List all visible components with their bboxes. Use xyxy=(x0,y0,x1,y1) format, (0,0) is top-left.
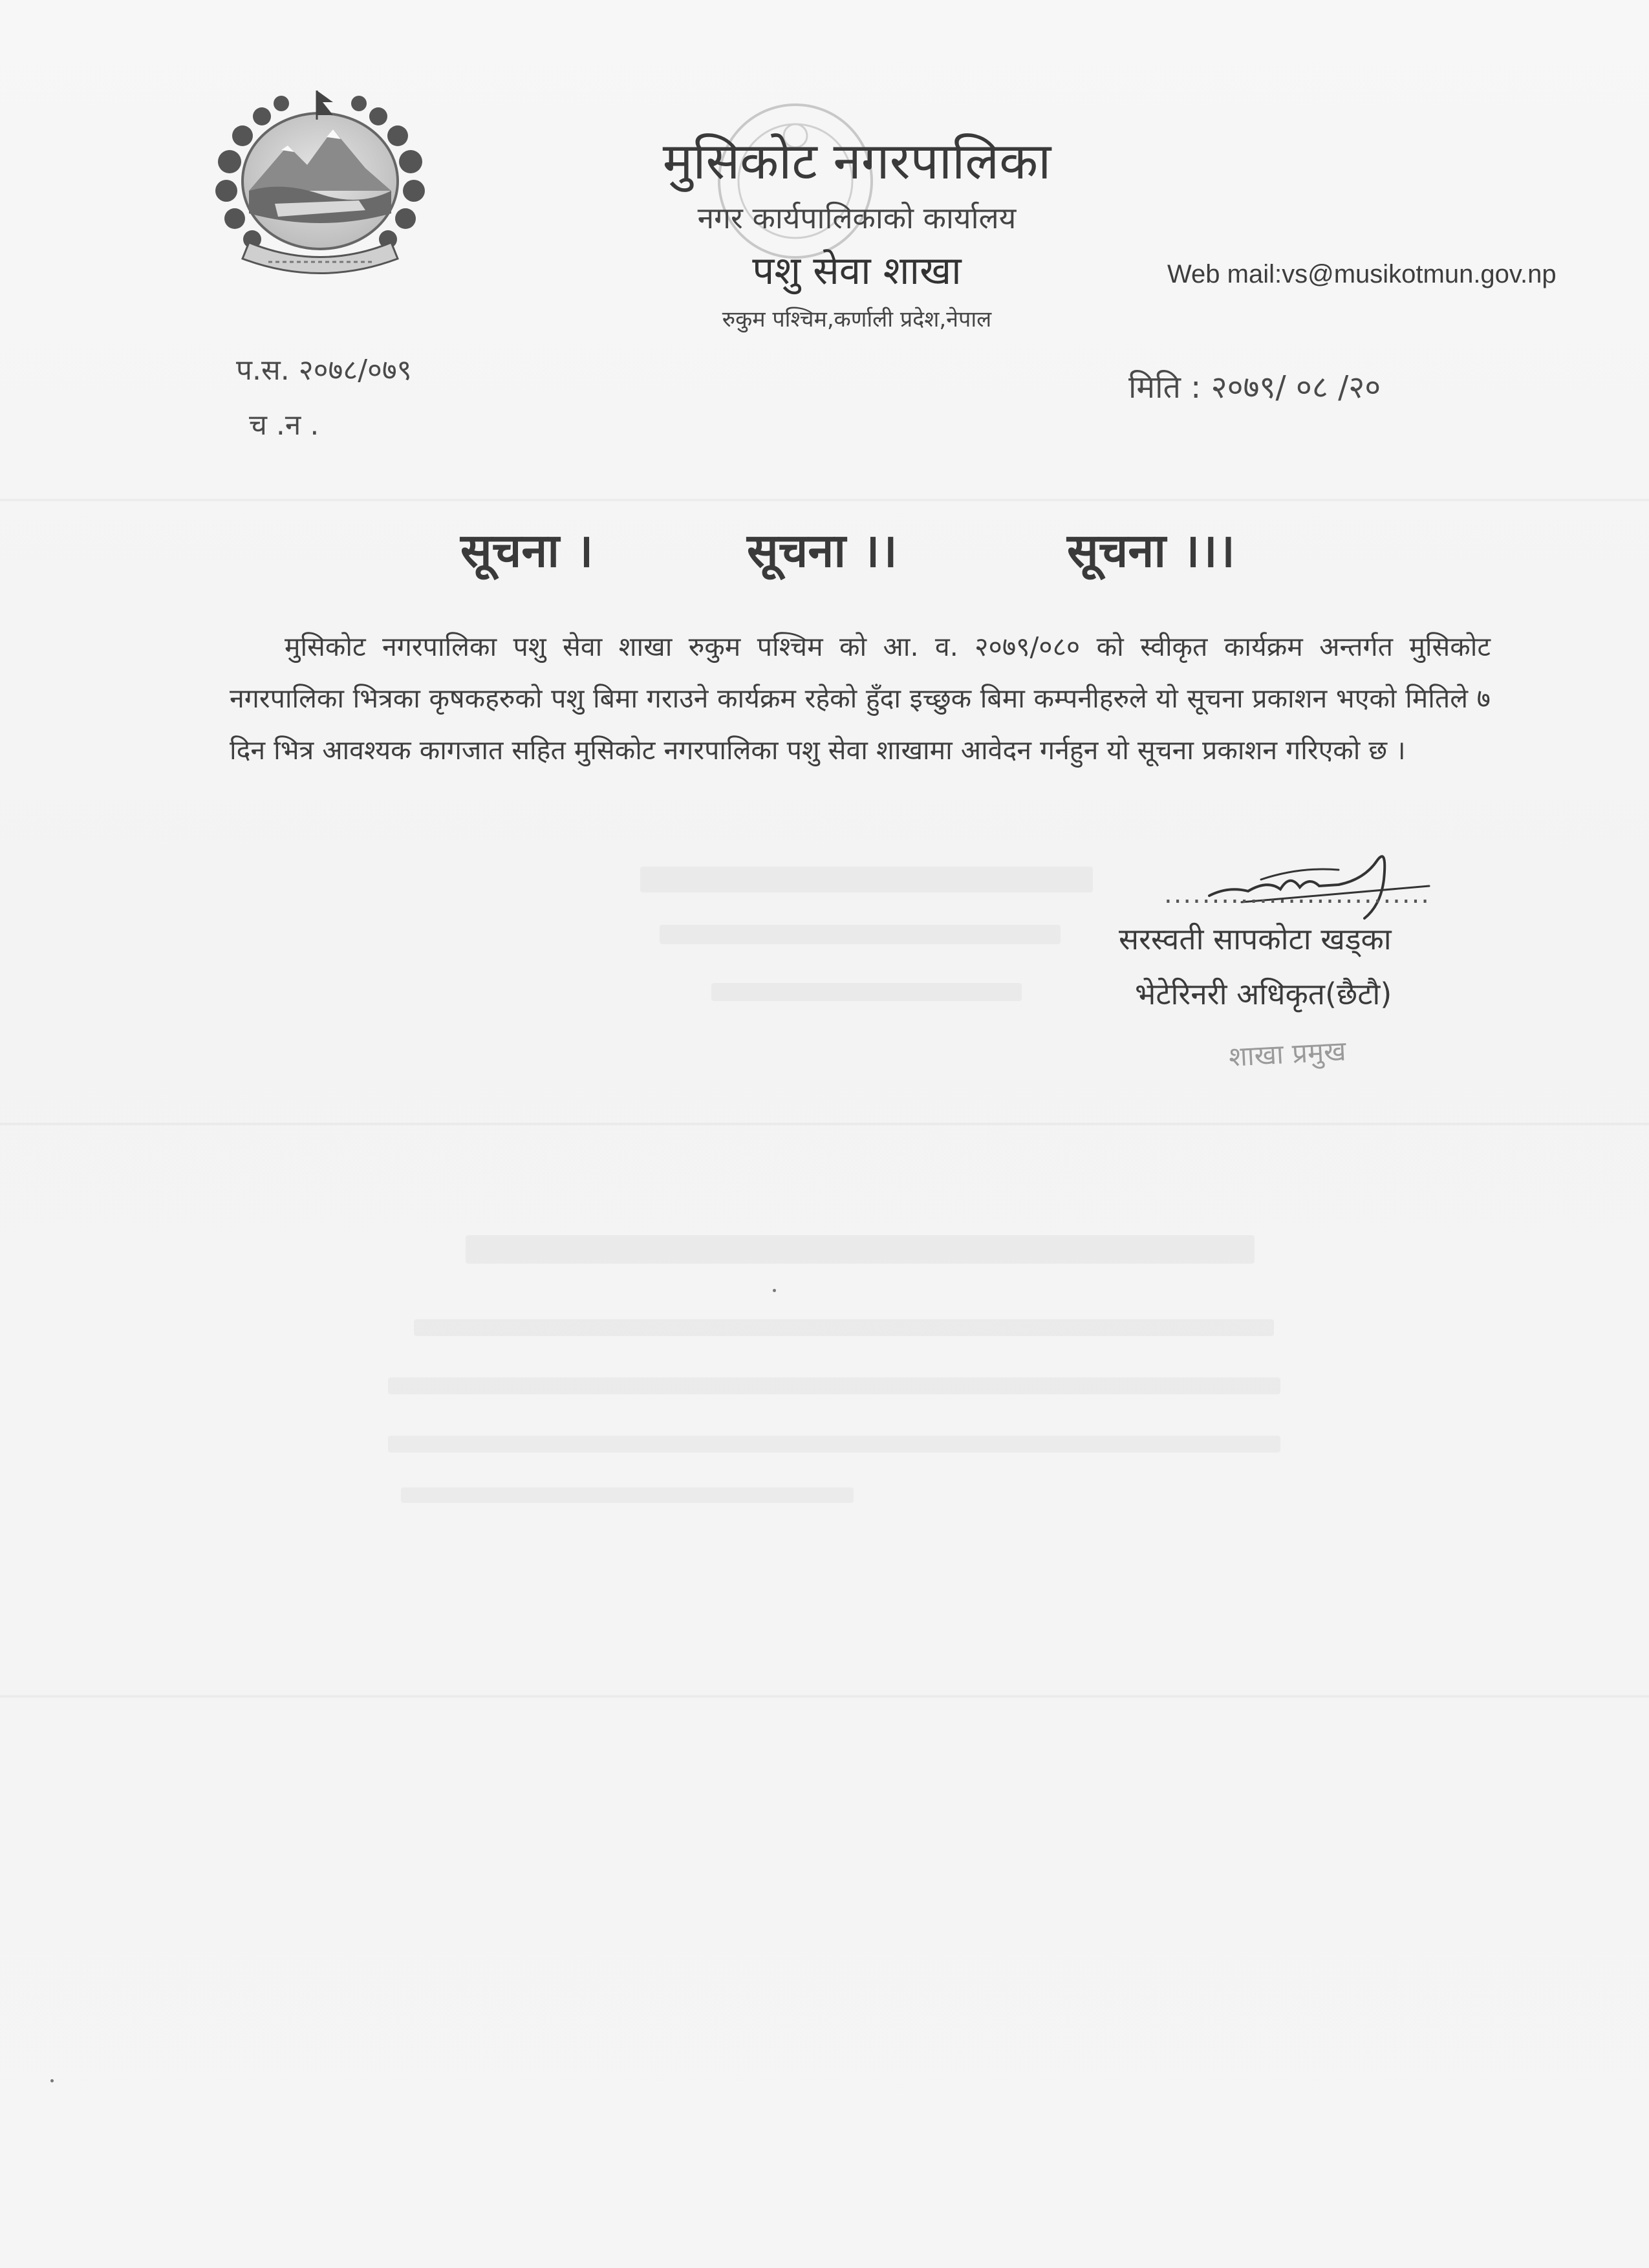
signature-line: ............................ xyxy=(1164,880,1431,909)
bleed-through xyxy=(401,1487,854,1503)
paper-fold xyxy=(0,1122,1649,1126)
notice-heading: सूचना ।।। xyxy=(1067,523,1235,578)
bleed-through xyxy=(466,1235,1255,1264)
bleed-through xyxy=(660,925,1061,944)
bleed-through xyxy=(414,1319,1274,1336)
office-name: नगर कार्यपालिकाको कार्यालय xyxy=(697,200,1017,235)
bleed-through xyxy=(388,1436,1280,1453)
paper-fold xyxy=(0,498,1649,502)
letter-date: मिति : २०७९/ ०८ /२० xyxy=(1128,369,1381,405)
bleed-through xyxy=(640,867,1093,892)
office-address: रुकुम पश्चिम,कर्णाली प्रदेश,नेपाल xyxy=(722,307,992,332)
notice-body: मुसिकोट नगरपालिका पशु सेवा शाखा रुकुम पश्चिम को आ. व. २०७९/०८० को स्वीकृत कार्यक्रम अन्तर्गत मुसिकोट नगरपालिका भित्रका कृषकहरुको पशु बिमा गराउने कार्यक्रम रहेको हुँदा इच्छुक बिमा कम्पनीहरुले यो सूचना प्रकाशन भएको मितिले ७ दिन भित्र आवश्यक कागजात सहित मुसिकोट नगरपालिका पशु सेवा शाखामा आवेदन गर्नहुन यो सूचना प्रकाशन गरिएको छ । xyxy=(230,631,1491,766)
notice-heading: सूचना । xyxy=(460,523,594,578)
notice-heading: सूचना ।। xyxy=(747,523,898,578)
letterhead xyxy=(582,129,1196,339)
dispatch-number: च .न . xyxy=(249,409,319,442)
government-emblem-icon xyxy=(204,78,436,285)
reference-number: प.स. २०७८/०७९ xyxy=(236,354,412,387)
web-mail: Web mail:vs@musikotmun.gov.np xyxy=(1167,260,1557,288)
municipality-name: मुसिकोट नगरपालिका xyxy=(662,133,1051,191)
paper-speck xyxy=(773,1289,776,1292)
signatory-name: सरस्वती सापकोटा खड्का xyxy=(1119,922,1392,956)
paper-fold xyxy=(0,1694,1649,1698)
paper-speck xyxy=(50,2079,54,2082)
signatory-title: भेटेरिनरी अधिकृत(छैटौ) xyxy=(1135,977,1392,1011)
section-name: पशु सेवा शाखा xyxy=(752,248,962,294)
bleed-through xyxy=(388,1377,1280,1394)
bleed-through xyxy=(711,983,1022,1001)
signatory-stamp: शाखा प्रमुख xyxy=(1227,1035,1347,1073)
